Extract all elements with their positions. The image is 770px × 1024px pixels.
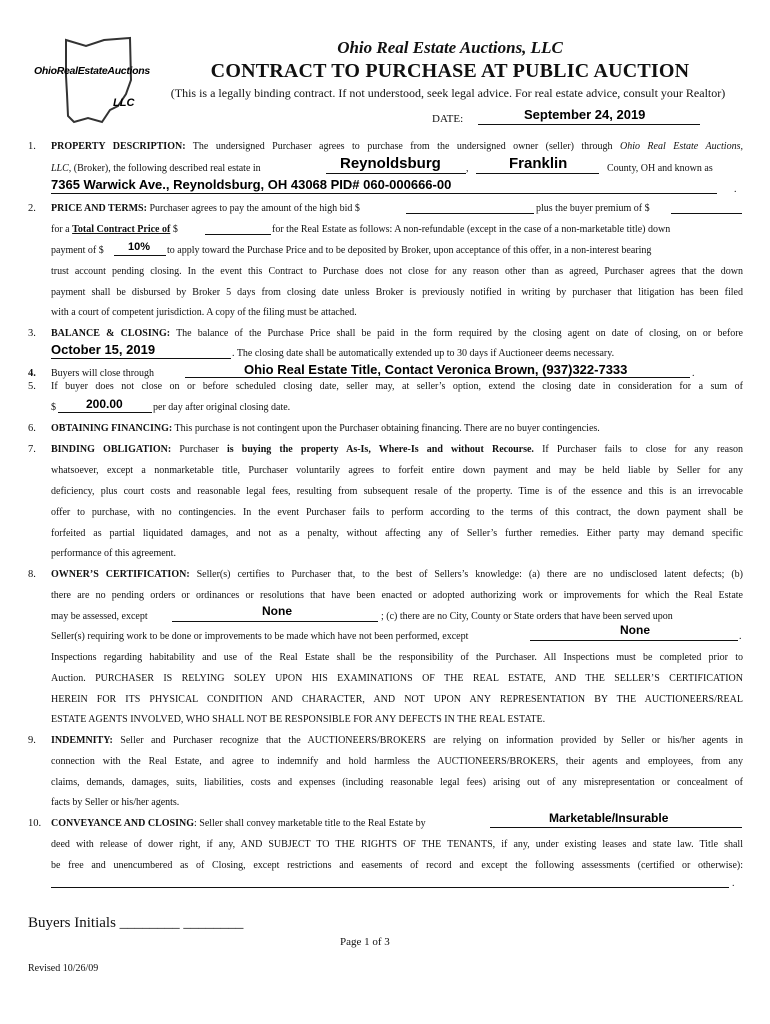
logo-sub: LLC: [113, 97, 135, 109]
page-title: CONTRACT TO PURCHASE AT PUBLIC AUCTION: [210, 60, 690, 82]
section-5-number: 5.: [28, 381, 36, 392]
comma-text: ,: [466, 163, 469, 174]
section-7-line-2: whatsoever, except a nonmarketable title, Purchaser voluntarily agrees to forfeit entire down payment and may be held liable by Seller for any: [51, 465, 743, 476]
section-10-line-2: deed with release of dower right, if any, AND SUBJECT TO THE RIGHTS OF THE TENANTS, if any, under existing leases and state law. Title shall: [51, 839, 743, 850]
closing-date-line: [51, 358, 231, 359]
except-1-field[interactable]: None: [262, 604, 292, 618]
down-payment-field[interactable]: 10%: [128, 241, 151, 253]
county-field[interactable]: Franklin: [509, 155, 568, 172]
section-2-line-4: trust account pending closing. In the event this Contract to Purchase does not close for any reason other than as agreed, Purchaser agrees that the down: [51, 266, 743, 277]
high-bid-field[interactable]: [406, 213, 534, 214]
page-subtitle: (This is a legally binding contract. If not understood, seek legal advice. For real estate advice, consult your Realtor): [170, 86, 726, 100]
section-1-line-1: PROPERTY DESCRIPTION: The undersigned Purchaser agrees to purchase from the undersigned owner (seller) through Ohio Real Estate Auctions,: [51, 141, 743, 152]
section-9-line-4: facts by Seller or his/her agents.: [51, 797, 180, 808]
section-7-line-3: deficiency, plus court costs and reasonable legal fees, resulting from subsequent resale of the property. Time is of the essence and this is an irrevocable: [51, 486, 743, 497]
date-field[interactable]: September 24, 2019: [524, 107, 646, 122]
section-1-line-2: LLC, (Broker), the following described real estate in: [51, 163, 261, 174]
per-day-field[interactable]: 200.00: [86, 397, 123, 411]
section-2-line-2: for a Total Contract Price of $: [51, 224, 178, 235]
section-7-line-1: BINDING OBLIGATION: Purchaser is buying the property As-Is, Where-Is and without Recourse. If Purchaser fails to close for any reason: [51, 444, 743, 455]
section-7-line-4: offer to purchase, with no contingencies. In the event Purchaser fails to perform according to the terms of this contract, the down payment shall be: [51, 507, 743, 518]
section-8-line-4b: .: [739, 631, 742, 642]
down-payment-line: [114, 255, 166, 256]
section-2-line-2-rest: for the Real Estate as follows: A non-refundable (except in the case of a non-marketable title) down: [272, 224, 671, 235]
address-field[interactable]: 7365 Warwick Ave., Reynoldsburg, OH 43068 PID# 060-000666-00: [51, 177, 452, 192]
closing-date-field[interactable]: October 15, 2019: [51, 342, 156, 357]
down-payment-label: payment of $: [51, 245, 104, 256]
section-7-number: 7.: [28, 444, 36, 455]
section-3-line-2: . The closing date shall be automatically extended up to 30 days if Auctioneer deems necessary.: [232, 348, 615, 359]
section-2-line-1: PRICE AND TERMS: Purchaser agrees to pay the amount of the high bid $: [51, 203, 360, 214]
section-7-line-6: performance of this agreement.: [51, 548, 176, 559]
section-4-text: Buyers will close through: [51, 368, 155, 379]
section-8-line-2: there are no pending orders or ordinances or resolutions that have been enacted or adopted authorizing work or improvements for which the Real Estate: [51, 590, 743, 601]
section-6-text: OBTAINING FINANCING: This purchase is not contingent upon the Purchaser obtaining financing. There are no buyer contingencies.: [51, 423, 600, 434]
section-3-number: 3.: [28, 328, 36, 339]
city-field-line: [326, 173, 466, 174]
except-2-field[interactable]: None: [620, 623, 650, 637]
section-3-line-1: BALANCE & CLOSING: The balance of the Purchase Price shall be paid in the form required by the closing agent on date of closing, on or before: [51, 328, 743, 339]
section-8-line-5: Inspections regarding habitability and use of the Real Estate shall be the responsibility of the Purchaser. All Inspections must be completed prior to: [51, 652, 743, 663]
section-8-line-4a: Seller(s) requiring work to be done or improvements to be made which have not been performed, except: [51, 631, 469, 642]
assessments-field[interactable]: [51, 887, 729, 888]
section-4-number: 4.: [28, 368, 36, 379]
title-type-field[interactable]: Marketable/Insurable: [549, 811, 669, 825]
title-agent-field[interactable]: Ohio Real Estate Title, Contact Veronica Brown, (937)322-7333: [244, 362, 628, 377]
section-7-line-5: forfeited as partial liquidated damages, and not as a penalty, without affecting any of Seller’s further remedies. Either party may demand specific: [51, 528, 743, 539]
section-2-line-3: to apply toward the Purchase Price and to be deposited by Broker, upon acceptance of this offer, in a non-interest bearing: [167, 245, 652, 256]
section-9-number: 9.: [28, 735, 36, 746]
section-5-line-1: If buyer does not close on or before scheduled closing date, seller may, at seller’s option, extend the closing date in consideration for a sum of: [51, 381, 743, 392]
revision-date: Revised 10/26/09: [28, 963, 99, 974]
total-price-field[interactable]: [205, 234, 271, 235]
section-5-line-2: per day after original closing date.: [153, 402, 291, 413]
section-2-line-6: with a court of competent jurisdiction. A copy of the filing must be attached.: [51, 307, 357, 318]
dollar-sign: $: [51, 402, 56, 413]
section-8-line-6: Auction. PURCHASER IS RELYING SOLEY UPON HIS EXAMINATIONS OF THE REAL ESTATE, AND THE SELLER’S CERTIFICATION: [51, 673, 743, 684]
section-1-number: 1.: [28, 141, 36, 152]
ohio-state-outline-icon: [30, 36, 160, 126]
county-field-line: [476, 173, 599, 174]
buyer-premium-field[interactable]: [671, 213, 742, 214]
section-10-number: 10.: [28, 818, 42, 829]
date-label: DATE:: [432, 113, 464, 125]
section-8-line-1: OWNER’S CERTIFICATION: Seller(s) certifies to Purchaser that, to the best of Sellers’s knowledge: (a) there are no undisclosed latent defects; (b): [51, 569, 743, 580]
address-field-line: [51, 193, 717, 194]
company-logo: [30, 36, 160, 126]
buyers-initials: Buyers Initials ________ ________: [28, 915, 244, 931]
section-6-number: 6.: [28, 423, 36, 434]
company-name: Ohio Real Estate Auctions, LLC: [337, 38, 563, 57]
section-4-period: .: [692, 368, 695, 379]
except-1-line: [172, 621, 378, 622]
section-2-line-5: payment shall be disbursed by Broker 5 days from closing date unless Broker is previously notified in writing by purchaser that litigation has been filed: [51, 287, 743, 298]
buyer-premium-text: plus the buyer premium of $: [536, 203, 650, 214]
section-10-line-1: CONVEYANCE AND CLOSING: Seller shall convey marketable title to the Real Estate by: [51, 818, 426, 829]
page-number: Page 1 of 3: [340, 936, 390, 948]
section-8-number: 8.: [28, 569, 36, 580]
section-9-line-2: connection with the Real Estate, and agree to indemnify and hold harmless the AUCTIONEERS/BROKERS, their agents and employees, from any: [51, 756, 743, 767]
section-9-line-1: INDEMNITY: Seller and Purchaser recognize that the AUCTIONEERS/BROKERS are relying on information provided by Seller or his/her agents in: [51, 735, 743, 746]
section-10-line-3: be free and unencumbered as of Closing, except restrictions and easements of record and except the following assessments (certified or otherwise):: [51, 860, 743, 871]
except-2-line: [530, 640, 738, 641]
title-type-line: [490, 827, 742, 828]
title-agent-line: [185, 377, 690, 378]
section-9-line-3: claims, demands, damages, suits, liabilities, costs and expenses (including reasonable legal fees) arising out of any misrepresentation or concealment of: [51, 777, 743, 788]
section-8-line-8: ESTATE AGENTS INVOLVED, WHO SHALL NOT BE RESPONSIBLE FOR ANY DEFECTS IN THE REAL ESTATE.: [51, 714, 546, 725]
section-8-line-7: HEREIN FOR ITS PHYSICAL CONDITION AND CHARACTER, AND NOT UPON ANY REPRESENTATION BY THE AUCTIONEERS/REAL: [51, 694, 743, 705]
date-field-line: [478, 124, 700, 125]
address-period: .: [734, 184, 737, 195]
section-10-period: .: [732, 878, 735, 889]
section-8-line-3b: ; (c) there are no City, County or State orders that have been served upon: [381, 611, 673, 622]
section-2-number: 2.: [28, 203, 36, 214]
section-1-county-text: County, OH and known as: [607, 163, 713, 174]
section-8-line-3a: may be assessed, except: [51, 611, 148, 622]
city-field[interactable]: Reynoldsburg: [340, 155, 441, 172]
per-day-line: [58, 412, 152, 413]
logo-text: OhioRealEstateAuctions: [34, 65, 150, 77]
